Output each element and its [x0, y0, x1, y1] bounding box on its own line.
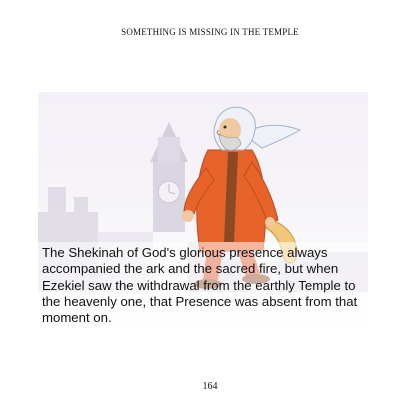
caption-text: The Shekinah of God's glorious presence always accompanied the ark and the sacred fire, but when Ezekiel saw the withdrawal from the earthly Temple to the heavenly one, that Presence was absent from that moment on. [42, 245, 358, 326]
page-number: 164 [202, 381, 218, 392]
page-header: SOMETHING IS MISSING IN THE TEMPLE [121, 27, 299, 37]
